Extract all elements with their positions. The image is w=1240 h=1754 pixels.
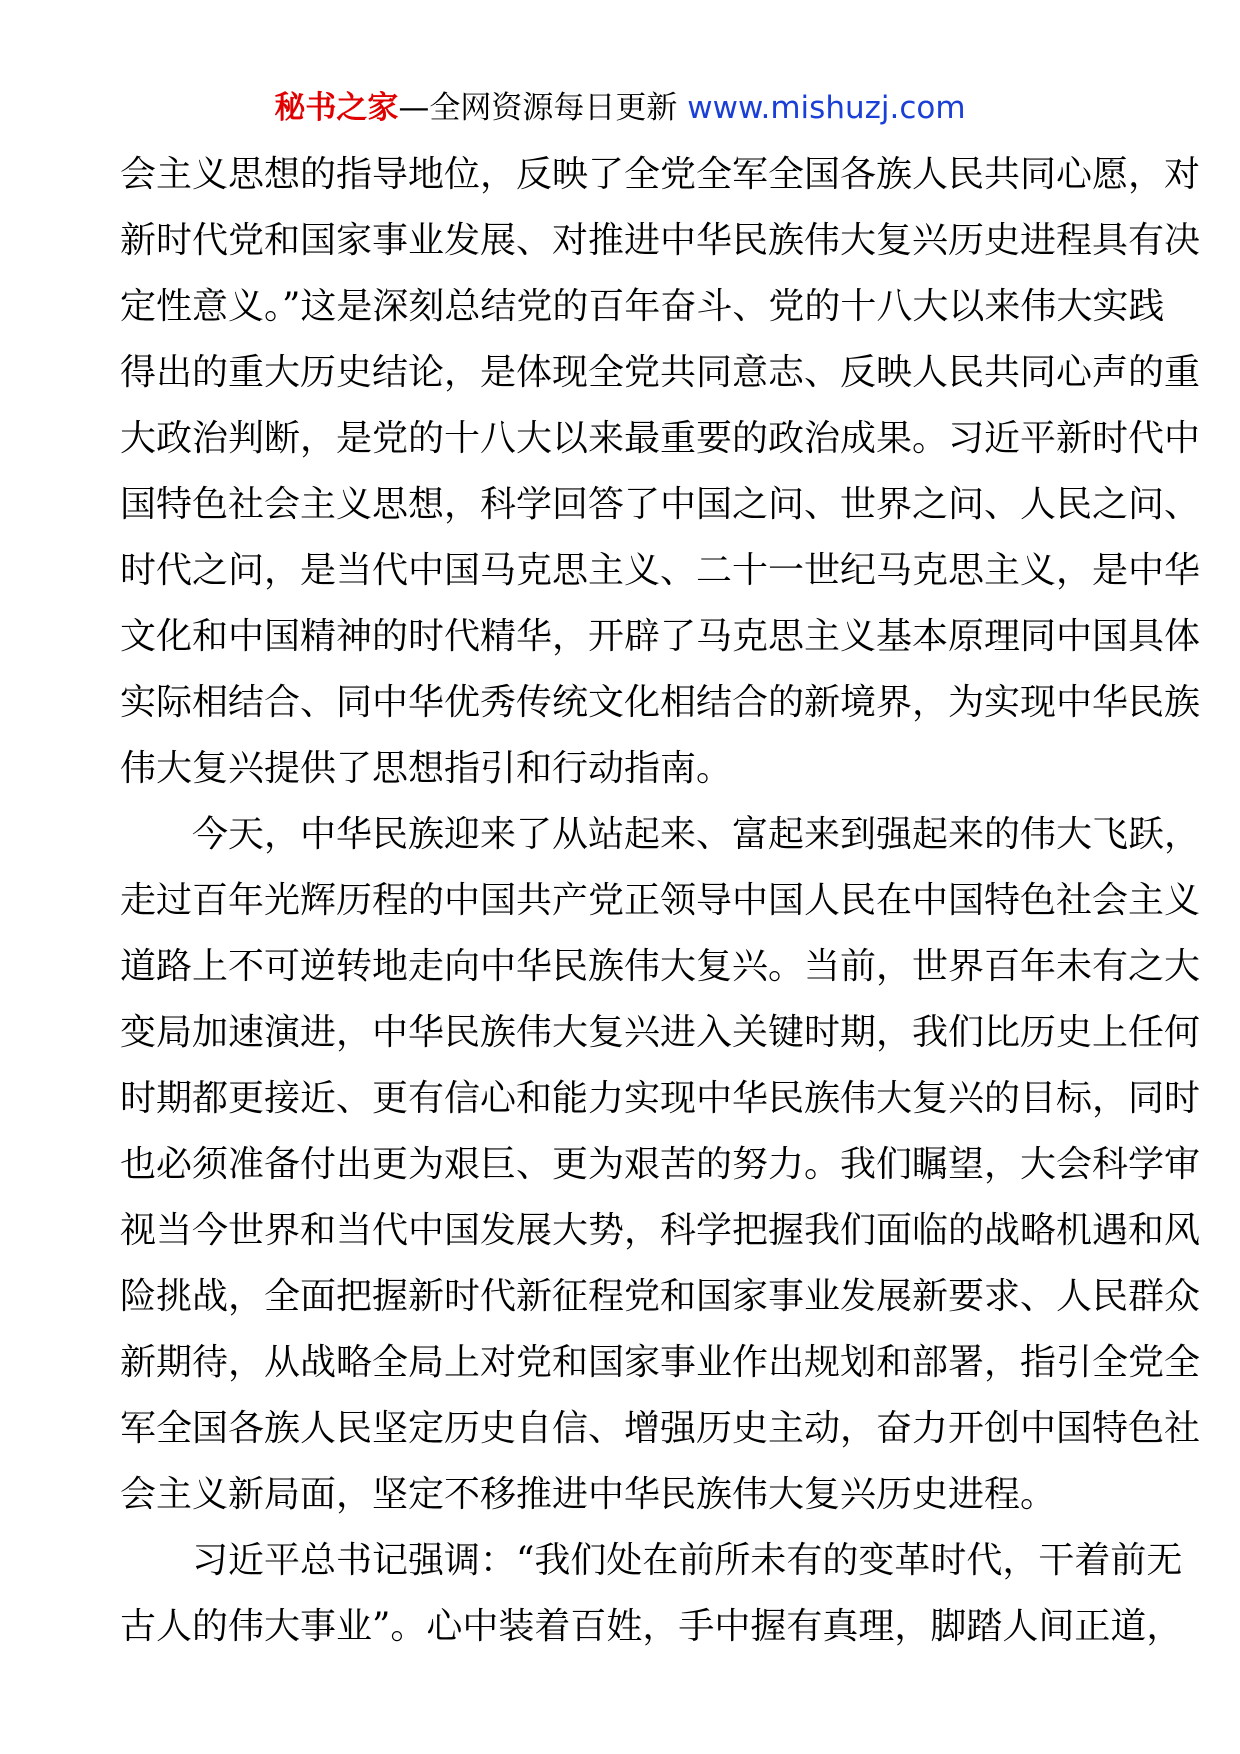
text-line: 新时代党和国家事业发展、对推进中华民族伟大复兴历史进程具有决 <box>120 220 1201 261</box>
text-line: 道路上不可逆转地走向中华民族伟大复兴。当前，世界百年未有之大 <box>120 946 1201 987</box>
text-line: 定性意义。”这是深刻总结党的百年奋斗、党的十八大以来伟大实践 <box>120 286 1165 327</box>
paragraph-2 <box>120 802 1201 1528</box>
text-line: 军全国各族人民坚定历史自信、增强历史主动，奋力开创中国特色社 <box>120 1408 1201 1449</box>
text-line: 大政治判断，是党的十八大以来最重要的政治成果。习近平新时代中 <box>120 418 1201 459</box>
text-line: 今天，中华民族迎来了从站起来、富起来到强起来的伟大飞跃， <box>192 814 1201 855</box>
article-body <box>120 142 1201 1660</box>
text-line: 险挑战，全面把握新时代新征程党和国家事业发展新要求、人民群众 <box>120 1276 1201 1317</box>
text-line: 古人的伟大事业”。心中装着百姓，手中握有真理，脚踏人间正道， <box>120 1606 1183 1647</box>
text-line: 新期待，从战略全局上对党和国家事业作出规划和部署，指引全党全 <box>120 1342 1201 1383</box>
text-line: 文化和中国精神的时代精华，开辟了马克思主义基本原理同中国具体 <box>120 616 1201 657</box>
header-slogan: —全网资源每日更新 <box>398 90 678 126</box>
text-line: 视当今世界和当代中国发展大势，科学把握我们面临的战略机遇和风 <box>120 1210 1201 1251</box>
text-line: 会主义新局面，坚定不移推进中华民族伟大复兴历史进程。 <box>120 1474 1057 1515</box>
text-line: 得出的重大历史结论，是体现全党共同意志、反映人民共同心声的重 <box>120 352 1201 393</box>
text-line: 也必须准备付出更为艰巨、更为艰苦的努力。我们瞩望，大会科学审 <box>120 1144 1201 1185</box>
paragraph-3 <box>120 1528 1183 1660</box>
text-line: 伟大复兴提供了思想指引和行动指南。 <box>120 748 733 789</box>
brand-name: 秘书之家 <box>274 90 399 126</box>
text-line: 会主义思想的指导地位，反映了全党全军全国各族人民共同心愿，对 <box>120 154 1201 195</box>
text-line: 习近平总书记强调：“我们处在前所未有的变革时代，干着前无 <box>192 1540 1183 1581</box>
text-line: 时代之问，是当代中国马克思主义、二十一世纪马克思主义，是中华 <box>120 550 1201 591</box>
page-header <box>0 88 1240 128</box>
text-line: 变局加速演进，中华民族伟大复兴进入关键时期，我们比历史上任何 <box>120 1012 1201 1053</box>
text-line: 走过百年光辉历程的中国共产党正领导中国人民在中国特色社会主义 <box>120 880 1201 921</box>
text-line: 国特色社会主义思想，科学回答了中国之问、世界之问、人民之问、 <box>120 484 1201 525</box>
text-line: 实际相结合、同中华优秀传统文化相结合的新境界，为实现中华民族 <box>120 682 1201 723</box>
paragraph-1 <box>120 142 1201 802</box>
site-url-link[interactable]: www.mishuzj.com <box>687 90 966 126</box>
text-line: 时期都更接近、更有信心和能力实现中华民族伟大复兴的目标，同时 <box>120 1078 1201 1119</box>
